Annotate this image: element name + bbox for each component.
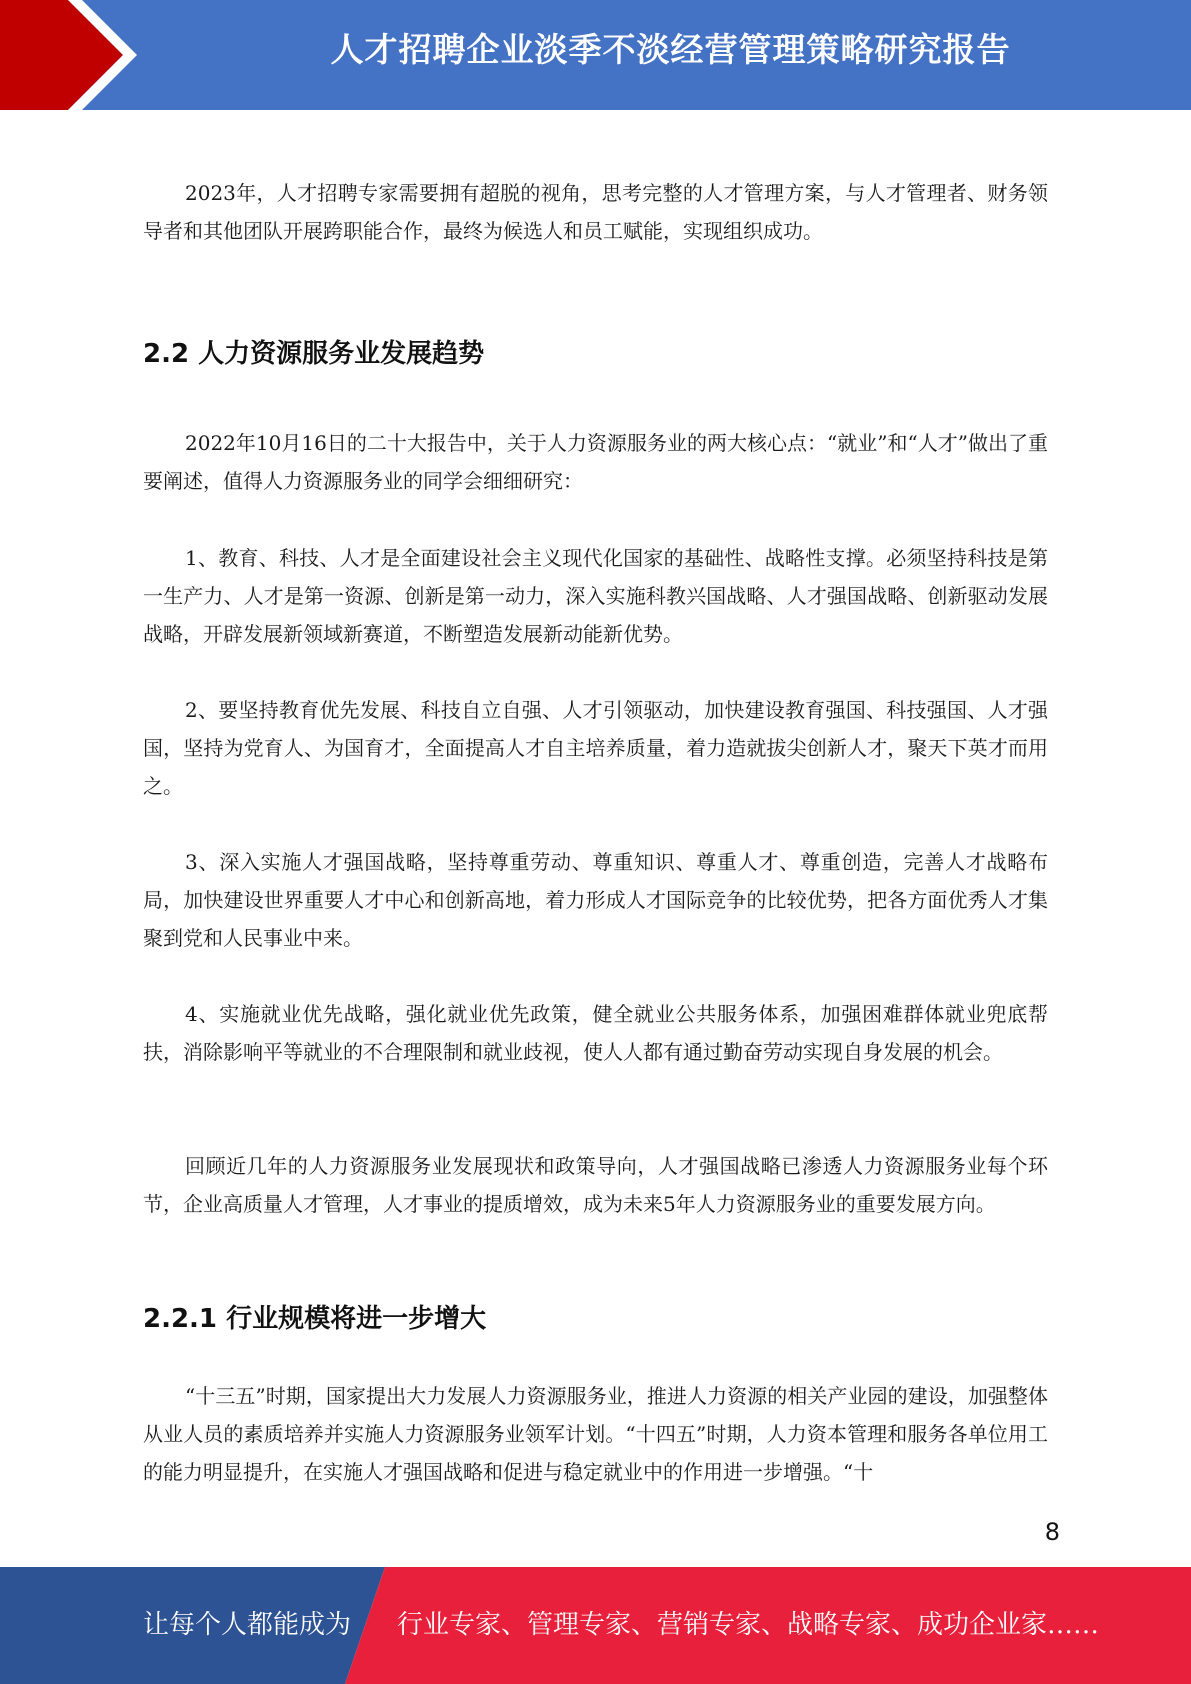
page-header <box>0 0 1191 110</box>
point-paragraph-2: 2、要坚持教育优先发展、科技自立自强、人才引领驱动，加快建设教育强国、科技强国、人才强国，坚持为党育人、为国育才，全面提高人才自主培养质量，着力造就拔尖创新人才，聚天下英才而用之。 <box>143 698 1048 798</box>
chevron-icon <box>0 0 160 110</box>
section-heading: 2.2 人力资源服务业发展趋势 <box>143 339 485 369</box>
report-title: 人才招聘企业淡季不淡经营管理策略研究报告 <box>330 30 1011 69</box>
section-intro-paragraph: 2022年10月16日的二十大报告中，关于人力资源服务业的两大核心点：“就业”和“人才”做出了重要阐述，值得人力资源服务业的同学会细细研究： <box>143 431 1048 493</box>
footer-slogan-roles: 行业专家、管理专家、营销专家、战略专家、成功企业家…… <box>397 1610 1100 1640</box>
page-number: 8 <box>1044 1518 1060 1546</box>
footer-slogan-lead: 让每个人都能成为 <box>143 1610 352 1640</box>
subsection-heading: 2.2.1 行业规模将进一步增大 <box>143 1304 487 1334</box>
page-footer <box>0 1567 1191 1684</box>
point-paragraph-4: 4、实施就业优先战略，强化就业优先政策，健全就业公共服务体系，加强困难群体就业兜底帮扶，消除影响平等就业的不合理限制和就业歧视，使人人都有通过勤奋劳动实现自身发展的机会。 <box>143 1002 1048 1064</box>
review-paragraph: 回顾近几年的人力资源服务业发展现状和政策导向，人才强国战略已渗透人力资源服务业每个环节，企业高质量人才管理，人才事业的提质增效，成为未来5年人力资源服务业的重要发展方向。 <box>143 1154 1048 1216</box>
point-paragraph-3: 3、深入实施人才强国战略，坚持尊重劳动、尊重知识、尊重人才、尊重创造，完善人才战略布局，加快建设世界重要人才中心和创新高地，着力形成人才国际竞争的比较优势，把各方面优秀人才集聚到党和人民事业中来。 <box>143 850 1048 950</box>
point-paragraph-1: 1、教育、科技、人才是全面建设社会主义现代化国家的基础性、战略性支撑。必须坚持科技是第一生产力、人才是第一资源、创新是第一动力，深入实施科教兴国战略、人才强国战略、创新驱动发展战略，开辟发展新领域新赛道，不断塑造发展新动能新优势。 <box>143 546 1048 646</box>
intro-paragraph: 2023年，人才招聘专家需要拥有超脱的视角，思考完整的人才管理方案，与人才管理者、财务领导者和其他团队开展跨职能合作，最终为候选人和员工赋能，实现组织成功。 <box>143 181 1048 243</box>
subsection-paragraph: “十三五”时期，国家提出大力发展人力资源服务业，推进人力资源的相关产业园的建设，加强整体从业人员的素质培养并实施人力资源服务业领军计划。“十四五”时期，人力资本管理和服务各单位用工的能力明显提升，在实施人才强国战略和促进与稳定就业中的作用进一步增强。“十 <box>143 1384 1048 1484</box>
